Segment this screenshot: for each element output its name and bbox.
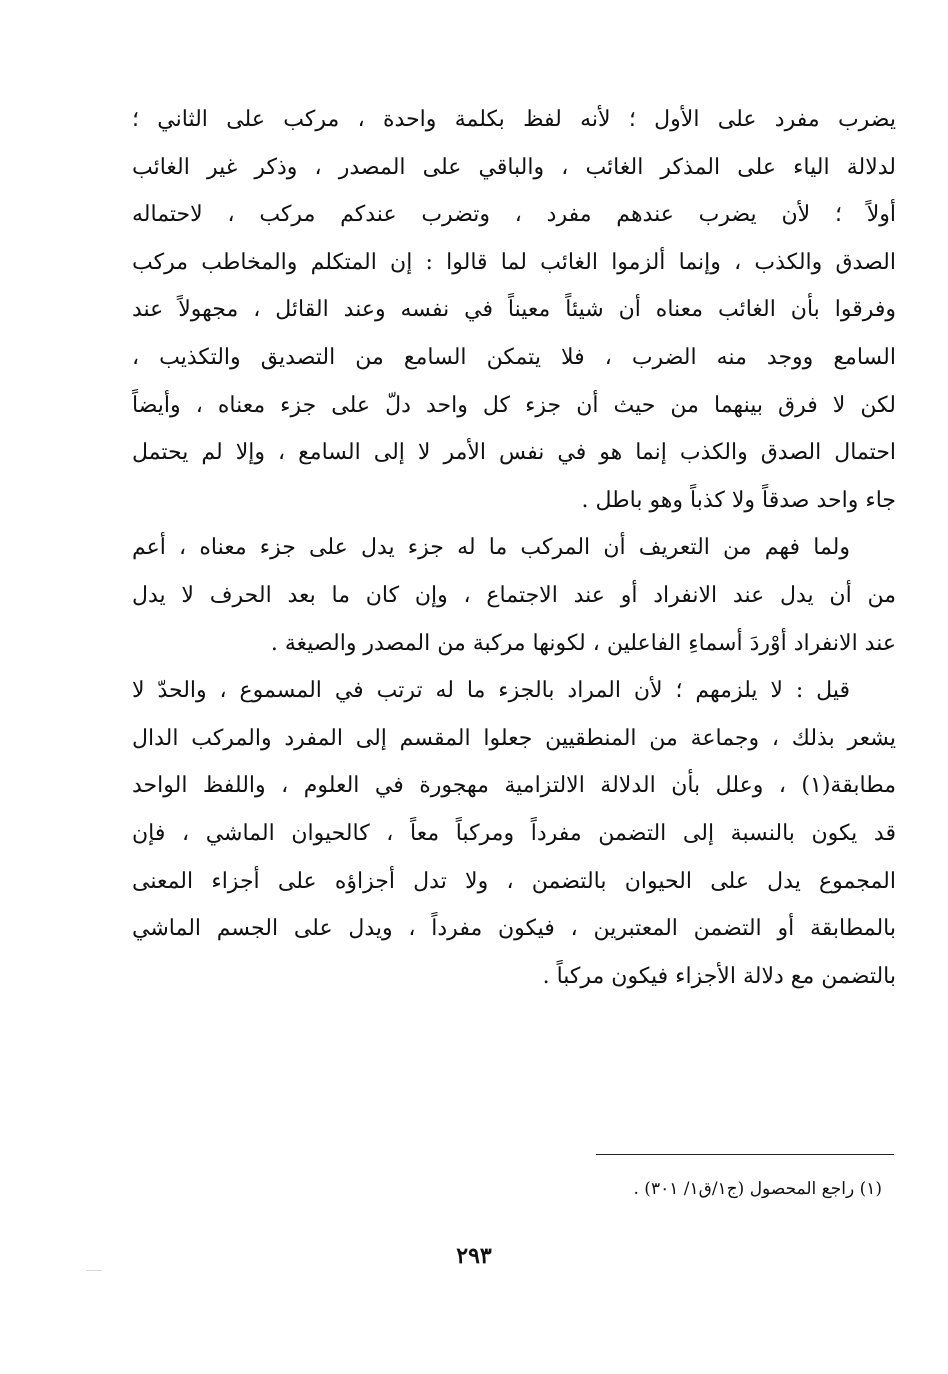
- text-line: بالتضمن مع دلالة الأجزاء فيكون مركباً .: [542, 963, 896, 989]
- text-line: جاء واحد صدقاً ولا كذباً وهو باطل .: [581, 487, 896, 513]
- footnote-divider: [596, 1154, 894, 1155]
- text-line: احتمال الصدق والكذب إنما هو في نفس الأمر لا إلى السامع ، وإلا لم يحتمل: [132, 440, 896, 466]
- text-line: المجموع يدل على الحيوان بالتضمن ، ولا تدل أجزاؤه على أجزاء المعنى: [132, 868, 896, 894]
- text-line: عند الانفراد أوْردَ أسماءِ الفاعلين ، لكونها مركبة من المصدر والصيغة .: [270, 630, 896, 656]
- scan-mark: [86, 1270, 102, 1271]
- text-line: يضرب مفرد على الأول ؛ لأنه لفظ بكلمة واحدة ، مركب على الثاني ؛: [132, 107, 896, 132]
- text-line: لكن لا فرق بينهما من حيث أن جزء كل واحد دلّ على جزء معناه ، وأيضاً: [132, 392, 896, 418]
- text-line: أولاً ؛ لأن يضرب عندهم مفرد ، وتضرب عندكم مركب ، لاحتماله: [132, 202, 896, 228]
- paragraph-first-line: قيل : لا يلزمهم ؛ لأن المراد بالجزء ما له ترتب في المسموع ، والحدّ لا: [132, 678, 850, 704]
- text-line: بالمطابقة أو التضمن المعتبرين ، فيكون مفرداً ، ويدل على الجسم الماشي: [132, 916, 896, 942]
- text-line: الصدق والكذب ، وإنما ألزموا الغائب لما قالوا : إن المتكلم والمخاطب مركب: [132, 249, 896, 275]
- paragraph-first-line: ولما فهم من التعريف أن المركب ما له جزء يدل على جزء معناه ، أعم: [132, 535, 850, 561]
- text-line: من أن يدل عند الانفراد أو عند الاجتماع ، وإن كان ما بعد الحرف لا يدل: [132, 582, 896, 608]
- text-line: يشعر بذلك ، وجماعة من المنطقيين جعلوا المقسم إلى المفرد والمركب الدال: [132, 725, 896, 751]
- page-number: ٢٩٣: [456, 1243, 492, 1269]
- text-line: قد يكون بالنسبة إلى التضمن مفرداً ومركباً معاً ، كالحيوان الماشي ، فإن: [132, 820, 896, 846]
- text-line: السامع ووجد منه الضرب ، فلا يتمكن السامع من التصديق والتكذيب ،: [132, 344, 896, 370]
- main-text-block: [132, 96, 896, 1000]
- text-line: وفرقوا بأن الغائب معناه أن شيئاً معيناً في نفسه وعند القائل ، مجهولاً عند: [132, 297, 896, 323]
- footnote: (١) راجع المحصول (ج١/ق١/ ٣٠١) .: [633, 1179, 882, 1199]
- text-line: مطابقة(١) ، وعلل بأن الدلالة الالتزامية مهجورة في العلوم ، واللفظ الواحد: [132, 773, 896, 799]
- text-line: لدلالة الياء على المذكر الغائب ، والباقي على المصدر ، وذكر غير الغائب: [132, 154, 896, 180]
